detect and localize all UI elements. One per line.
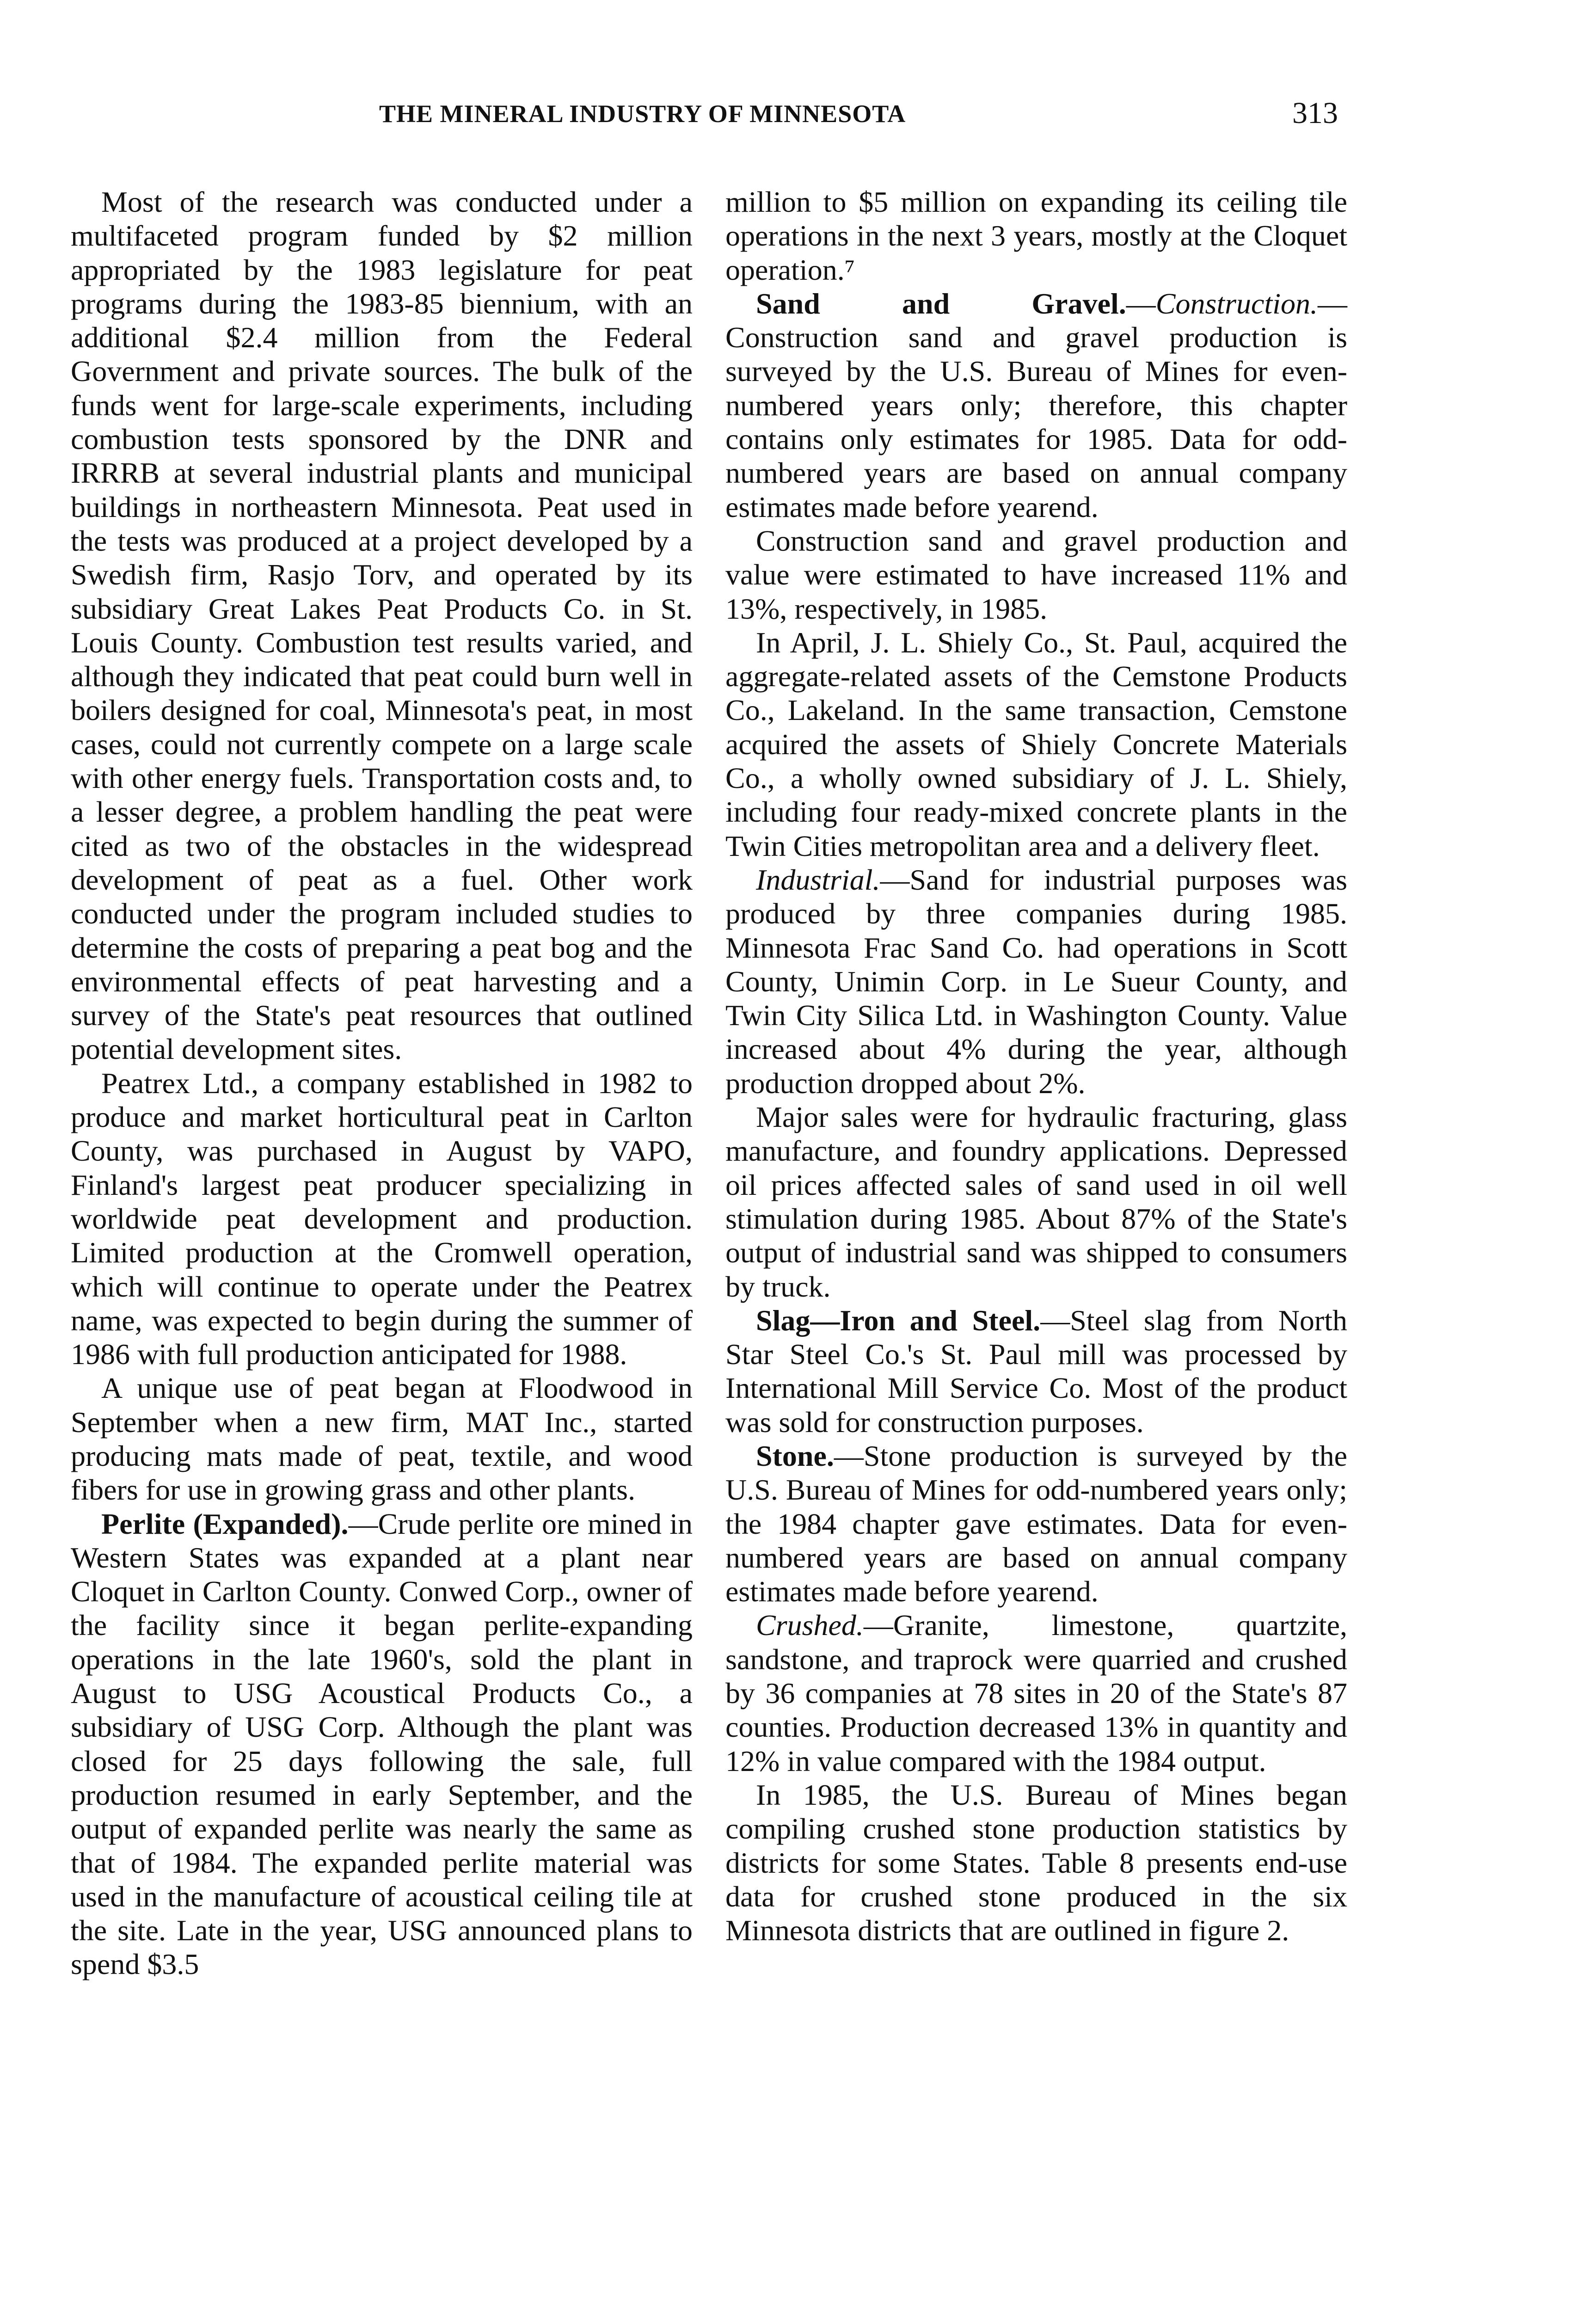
paragraph — [725, 287, 1347, 524]
paragraph: Most of the research was conducted under a multifaceted program funded by $2 million appropriated by the 1983 legislature for peat programs during the 1983-85 biennium, with an additional $2.4 million from the Federal Government and private sources. The bulk of the funds went for large-scale experiments, including combustion tests sponsored by the DNR and IRRRB at several industrial plants and municipal buildings in northeastern Minnesota. Peat used in the tests was produced at a project developed by a Swedish firm, Rasjo Torv, and operated by its subsidiary Great Lakes Peat Products Co. in St. Louis County. Combustion test results varied, and although they indicated that peat could burn well in boilers designed for coal, Minnesota's peat, in most cases, could not currently compete on a large scale with other energy fuels. Transportation costs and, to a lesser degree, a problem handling the peat were cited as two of the obstacles in the widespread development of peat as a fuel. Other work conducted under the program included studies to determine the costs of preparing a peat bog and the environmental effects of peat harvesting and a survey of the State's peat resources that outlined potential development sites. — [71, 185, 693, 1066]
paragraph-text: —Granite, limestone, quartzite, sandstone, and traprock were quarried and crushed by 36 companies at 78 sites in 20 of the State's 87 counties. Production decreased 13% in quantity and 12% in value compared with the 1984 output. — [725, 1609, 1347, 1777]
paragraph: In April, J. L. Shiely Co., St. Paul, acquired the aggregate-related assets of the Cemstone Products Co., Lakeland. In the same transaction, Cemstone acquired the assets of Shiely Concrete Materials Co., a wholly owned subsidiary of J. L. Shiely, including four ready-mixed concrete plants in the Twin Cities metropolitan area and a delivery fleet. — [725, 626, 1347, 862]
paragraph: Construction sand and gravel production and value were estimated to have increased 11% and 13%, respectively, in 1985. — [725, 524, 1347, 625]
subheading-construction: Construction. — [1155, 287, 1318, 320]
page-header — [0, 96, 1596, 146]
paragraph: A unique use of peat began at Floodwood in September when a new firm, MAT Inc., started producing mats made of peat, textile, and wood fibers for use in growing grass and other plants. — [71, 1371, 693, 1506]
page-number: 313 — [1292, 96, 1338, 130]
subheading-crushed: Crushed. — [756, 1609, 864, 1642]
paragraph — [71, 1507, 693, 1981]
paragraph-text: —Steel slag from North Star Steel Co.'s St. Paul mill was processed by International Mill Service Co. Most of the product was sold for construction purposes. — [725, 1304, 1348, 1439]
paragraph — [725, 1608, 1347, 1777]
paragraph — [725, 1439, 1347, 1608]
section-heading-slag: Slag—Iron and Steel. — [756, 1304, 1041, 1337]
paragraph — [725, 863, 1347, 1100]
section-heading-perlite: Perlite (Expanded). — [101, 1507, 349, 1540]
paragraph: million to $5 million on expanding its ceiling tile operations in the next 3 years, mostly at the Cloquet operation.⁷ — [725, 185, 1347, 286]
paragraph: Major sales were for hydraulic fracturing, glass manufacture, and foundry applications. Depressed oil prices affected sales of sand used in oil well stimulation during 1985. About 87% of the State's output of industrial sand was shipped to consumers by truck. — [725, 1101, 1347, 1303]
paragraph: Peatrex Ltd., a company established in 1982 to produce and market horticultural peat in Carlton County, was purchased in August by VAPO, Finland's largest peat producer specializing in worldwide peat development and production. Limited production at the Cromwell operation, which will continue to operate under the Peatrex name, was expected to begin during the summer of 1986 with full production anticipated for 1988. — [71, 1066, 693, 1371]
paragraph: In 1985, the U.S. Bureau of Mines began compiling crushed stone production statistics by districts for some States. Table 8 presents end-use data for crushed stone produced in the six Minnesota districts that are outlined in figure 2. — [725, 1778, 1347, 1947]
paragraph-text: —Crude perlite ore mined in Western States was expanded at a plant near Cloquet in Carlton County. Conwed Corp., owner of the facility since it began perlite-expanding operations in the late 1960's, sold the plant in August to USG Acoustical Products Co., a subsidiary of USG Corp. Although the plant was closed for 25 days following the sale, full production resumed in early September, and the output of expanded perlite was nearly the same as that of 1984. The expanded perlite material was used in the manufacture of acoustical ceiling tile at the site. Late in the year, USG announced plans to spend $3.5 — [71, 1507, 693, 1981]
paragraph-text: —Construction sand and gravel production is surveyed by the U.S. Bureau of Mines for even-numbered years only; therefore, this chapter contains only estimates for 1985. Data for odd-numbered years are based on annual company estimates made before yearend. — [725, 287, 1347, 523]
running-title: THE MINERAL INDUSTRY OF MINNESOTA — [379, 100, 906, 128]
paragraph — [725, 1304, 1347, 1439]
paragraph-text: —Stone production is surveyed by the U.S. Bureau of Mines for odd-numbered years only; the 1984 chapter gave estimates. Data for even-numbered years are based on annual company estimates made before yearend. — [725, 1439, 1347, 1608]
section-heading-stone: Stone. — [756, 1439, 834, 1472]
dash: — — [1126, 287, 1156, 320]
subheading-industrial: Industrial. — [756, 863, 880, 896]
right-column — [725, 185, 1347, 1947]
section-heading-sand-gravel: Sand and Gravel. — [756, 287, 1126, 320]
paragraph-text: —Sand for industrial purposes was produced by three companies during 1985. Minnesota Frac Sand Co. had operations in Scott County, Unimin Corp. in Le Sueur County, and Twin City Silica Ltd. in Washington County. Value increased about 4% during the year, although production dropped about 2%. — [725, 863, 1347, 1100]
left-column — [71, 185, 693, 1981]
